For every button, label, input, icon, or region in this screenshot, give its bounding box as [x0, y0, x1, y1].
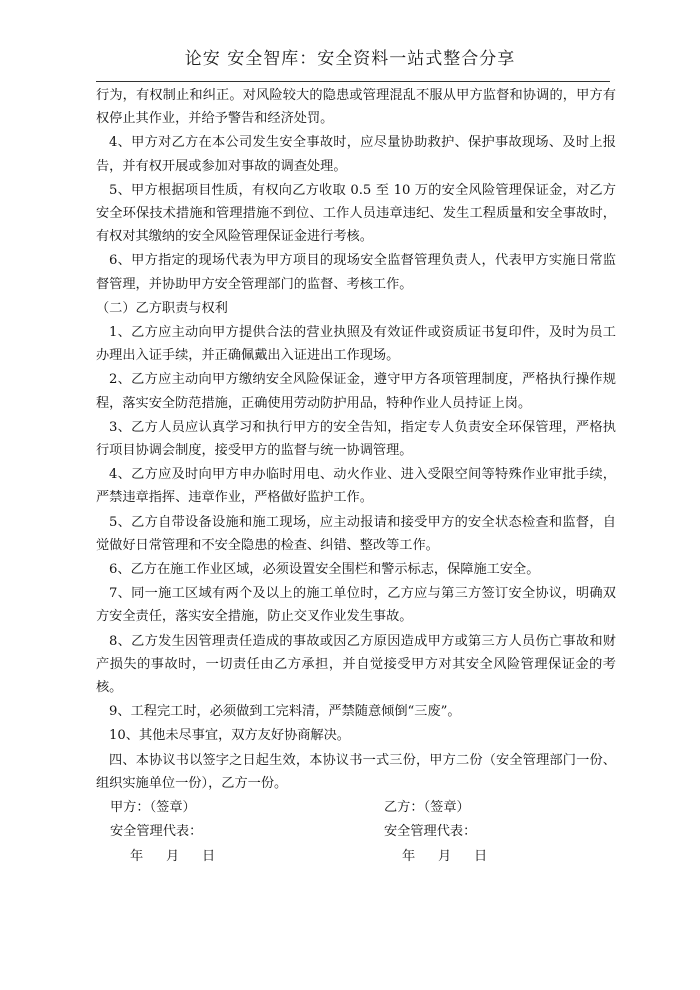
section-heading-party-b: （二）乙方职责与权利	[96, 300, 228, 316]
representative-row	[96, 820, 616, 844]
date-month-label: 月	[166, 849, 180, 865]
paragraph-a5: 5、甲方根据项目性质，有权向乙方收取 0.5 至 10 万的安全风险管理保证金，对乙方安全环保技术措施和管理措施不到位、工作人员违章违纪、发生工程质量和安全事故时，有权对其缴纳的安全风险管理保证金进行考核。	[96, 182, 616, 245]
paragraph-b9: 9、工程完工时，必须做到工完料清，严禁随意倾倒“三废”。	[109, 704, 461, 720]
party-a-representative-label: 安全管理代表：	[110, 824, 203, 840]
paragraph-b5: 5、乙方自带设备设施和施工现场，应主动报请和接受甲方的安全状态检查和监督，自觉做好日常管理和不安全隐患的检查、纠错、整改等工作。	[96, 514, 616, 553]
paragraph-b4: 4、乙方应及时向甲方申办临时用电、动火作业、进入受限空间等特殊作业审批手续，严禁违章指挥、违章作业，严格做好监护工作。	[96, 467, 616, 506]
paragraph-b8: 8、乙方发生因管理责任造成的事故或因乙方原因造成甲方或第三方人员伤亡事故和财产损失的事故时，一切责任由乙方承担，并自觉接受甲方对其安全风险管理保证金的考核。	[96, 633, 616, 696]
document-body	[96, 84, 616, 870]
paragraph-b7: 7、同一施工区域有两个及以上的施工单位时，乙方应与第三方签订安全协议，明确双方安全责任，落实安全措施，防止交叉作业发生事故。	[96, 586, 616, 625]
date-month-label: 月	[438, 849, 452, 865]
party-a-signature-label: 甲方：（签章）	[110, 800, 196, 816]
date-row	[96, 844, 616, 870]
signature-row	[96, 796, 616, 820]
date-year-label: 年	[402, 849, 416, 865]
paragraph-b2: 2、乙方应主动向甲方缴纳安全风险保证金，遵守甲方各项管理制度，严格执行操作规程，落实安全防范措施，正确使用劳动防护用品，特种作业人员持证上岗。	[96, 372, 616, 411]
paragraph-a6: 6、甲方指定的现场代表为甲方项目的现场安全监督管理负责人，代表甲方实施日常监督管理，并协助甲方安全管理部门的监督、考核工作。	[96, 253, 616, 292]
date-day-label: 日	[202, 849, 216, 865]
party-b-date	[402, 844, 510, 870]
paragraph-b3: 3、乙方人员应认真学习和执行甲方的安全告知，指定专人负责安全环保管理，严格执行项目协调会制度，接受甲方的监督与统一协调管理。	[96, 419, 616, 459]
paragraph-section-four: 四、本协议书以签字之日起生效，本协议书一式三份，甲方二份（安全管理部门一份、组织实施单位一份），乙方一份。	[96, 752, 616, 791]
date-year-label: 年	[130, 849, 144, 865]
party-b-representative-label: 安全管理代表：	[384, 824, 477, 840]
paragraph-a4: 4、甲方对乙方在本公司发生安全事故时，应尽量协助救护、保护事故现场、及时上报告，并有权开展或参加对事故的调查处理。	[96, 135, 616, 174]
party-b-signature-label: 乙方：（签章）	[384, 800, 470, 816]
paragraph-b10: 10、其他未尽事宜，双方友好协商解决。	[109, 728, 350, 744]
page-header-title: 论安 安全智库：安全资料一站式整合分享	[184, 49, 516, 69]
header-divider	[96, 81, 610, 82]
date-day-label: 日	[474, 849, 488, 865]
paragraph-b6: 6、乙方在施工作业区域，必须设置安全围栏和警示标志，保障施工安全。	[109, 562, 540, 578]
paragraph-b1: 1、乙方应主动向甲方提供合法的营业执照及有效证件或资质证书复印件，及时为员工办理出入证手续，并正确佩戴出入证进出工作现场。	[96, 325, 616, 364]
paragraph-continuation: 行为，有权制止和纠正。对风险较大的隐患或管理混乱不服从甲方监督和协调的，甲方有权停止其作业，并给予警告和经济处罚。	[96, 88, 616, 127]
party-a-date	[130, 844, 238, 870]
